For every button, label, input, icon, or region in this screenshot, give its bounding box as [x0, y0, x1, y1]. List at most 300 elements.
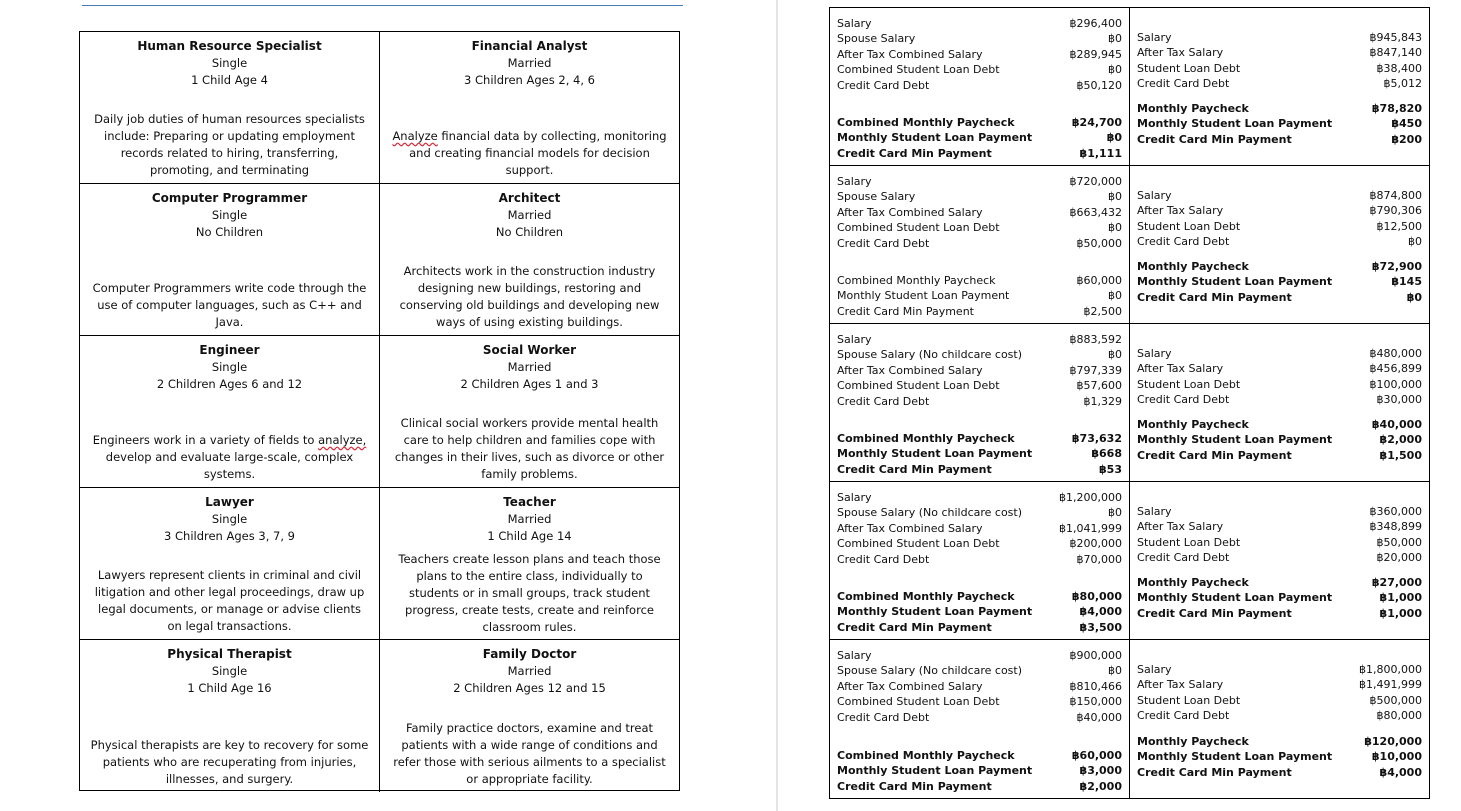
payment-row: [837, 288, 1122, 303]
job-header: [167, 646, 291, 697]
job-children: 2 Children Ages 12 and 15: [453, 681, 606, 695]
monthly-payments: [837, 273, 1122, 319]
payment-row: [1137, 749, 1422, 764]
payment-row: [1137, 290, 1422, 305]
payment-value: ฿668: [1091, 447, 1122, 461]
finance-value: ฿150,000: [1069, 695, 1122, 709]
payment-label: Combined Monthly Paycheck: [837, 115, 1015, 129]
finance-label: Combined Student Loan Debt: [837, 379, 1000, 393]
monthly-payments: [837, 589, 1122, 635]
job-header: [137, 38, 321, 89]
payment-row: [837, 620, 1122, 635]
payment-label: Credit Card Min Payment: [1137, 448, 1292, 462]
monthly-payments: [1137, 734, 1422, 780]
finance-summary: [1137, 662, 1422, 724]
finance-label: Credit Card Debt: [1137, 77, 1230, 91]
finance-value: ฿0: [1108, 348, 1122, 362]
finance-value: ฿480,000: [1369, 347, 1422, 360]
finance-value: ฿847,140: [1369, 46, 1422, 60]
finance-row: [837, 205, 1122, 220]
payment-label: Monthly Paycheck: [1137, 101, 1249, 115]
payment-label: Combined Monthly Paycheck: [837, 431, 1015, 445]
payment-label: Monthly Student Loan Payment: [837, 289, 1010, 303]
payment-row: [1137, 132, 1422, 147]
finance-value: ฿50,000: [1376, 535, 1422, 549]
monthly-payments: [1137, 101, 1422, 147]
finance-label: Combined Student Loan Debt: [837, 221, 1000, 235]
payment-value: ฿1,500: [1379, 448, 1422, 462]
finance-value: ฿30,000: [1376, 393, 1422, 407]
payment-row: [1137, 575, 1422, 590]
job-title: Financial Analyst: [471, 39, 588, 53]
finance-summary: [1137, 504, 1422, 566]
finance-label: Combined Student Loan Debt: [837, 695, 1000, 709]
payment-label: Monthly Student Loan Payment: [1137, 591, 1333, 605]
finance-label: Combined Student Loan Debt: [837, 63, 1000, 77]
finance-row: [1137, 361, 1422, 376]
job-title: Social Worker: [482, 343, 577, 357]
finance-row: [837, 31, 1122, 46]
finance-value: ฿720,000: [1069, 175, 1122, 188]
finance-row: [837, 347, 1122, 362]
finance-value: ฿797,339: [1069, 363, 1122, 377]
finance-value: ฿57,600: [1076, 379, 1122, 393]
finance-row: [1137, 61, 1422, 76]
finance-value: ฿0: [1408, 235, 1422, 249]
job-marital-status: Married: [507, 664, 552, 678]
payment-value: ฿78,820: [1371, 101, 1422, 115]
payment-label: Credit Card Min Payment: [1137, 606, 1292, 620]
payment-value: ฿53: [1099, 462, 1122, 476]
page-separator: [776, 0, 778, 811]
finance-label: Salary: [1137, 189, 1172, 202]
job-description: Analyze financial data by collecting, monitoring and creating financial models for decision support.: [392, 129, 667, 177]
finance-card: [1130, 640, 1429, 798]
finance-row: [1137, 45, 1422, 60]
finance-value: ฿100,000: [1369, 377, 1422, 391]
finance-value: ฿500,000: [1369, 693, 1422, 707]
job-header: [453, 646, 606, 697]
finance-value: ฿1,800,000: [1359, 663, 1422, 676]
finance-value: ฿5,012: [1383, 77, 1422, 91]
finance-value: ฿1,041,999: [1059, 521, 1122, 535]
job-children: 1 Child Age 14: [487, 529, 572, 543]
payment-row: [837, 304, 1122, 319]
finance-label: Spouse Salary (No childcare cost): [837, 348, 1023, 362]
job-children: 3 Children Ages 3, 7, 9: [164, 529, 295, 543]
finance-label: Spouse Salary (No childcare cost): [837, 664, 1023, 678]
payment-row: [1137, 116, 1422, 131]
payment-row: [1137, 606, 1422, 621]
finance-label: Student Loan Debt: [1137, 61, 1241, 75]
payment-value: ฿120,000: [1364, 734, 1422, 748]
finance-row: [837, 189, 1122, 204]
job-description: Clinical social workers provide mental health care to help children and families cope with changes in their lives, such as divorce or other family problems.: [394, 416, 665, 481]
finance-value: ฿0: [1108, 664, 1122, 678]
finance-row: [837, 174, 1122, 189]
job-children: 1 Child Age 4: [191, 73, 268, 87]
finance-value: ฿456,899: [1369, 362, 1422, 376]
finance-label: Credit Card Debt: [837, 710, 930, 724]
finance-label: After Tax Combined Salary: [837, 521, 983, 535]
finance-row: [1137, 203, 1422, 218]
header-rule: [82, 5, 683, 6]
finance-value: ฿1,491,999: [1359, 678, 1422, 692]
payment-row: [837, 604, 1122, 619]
finance-label: Salary: [837, 175, 872, 188]
finance-value: ฿0: [1108, 221, 1122, 235]
payment-label: Monthly Student Loan Payment: [1137, 750, 1333, 764]
payment-row: [837, 446, 1122, 461]
finance-value: ฿0: [1108, 32, 1122, 46]
payment-value: ฿3,000: [1079, 764, 1122, 778]
finance-label: After Tax Salary: [1137, 520, 1224, 534]
finance-row: [1137, 377, 1422, 392]
job-card: [80, 640, 380, 792]
finance-value: ฿40,000: [1076, 710, 1122, 724]
payment-value: ฿24,700: [1071, 115, 1122, 129]
job-header: [157, 342, 302, 393]
finance-value: ฿0: [1108, 506, 1122, 520]
finance-label: Student Loan Debt: [1137, 377, 1241, 391]
job-children: 1 Child Age 16: [187, 681, 272, 695]
finance-label: Credit Card Debt: [837, 552, 930, 566]
job-card: [380, 488, 679, 640]
finance-row: [1137, 519, 1422, 534]
payment-row: [1137, 734, 1422, 749]
payment-row: [837, 273, 1122, 288]
finance-label: Credit Card Debt: [1137, 709, 1230, 723]
finance-row: [837, 552, 1122, 567]
finance-row: [837, 62, 1122, 77]
job-title: Family Doctor: [482, 647, 577, 661]
finance-value: ฿20,000: [1376, 551, 1422, 565]
payment-label: Monthly Student Loan Payment: [837, 131, 1033, 145]
finance-row: [837, 78, 1122, 93]
finance-row: [1137, 76, 1422, 91]
finance-value: ฿874,800: [1369, 189, 1422, 202]
payment-value: ฿2,000: [1079, 779, 1122, 793]
finance-label: After Tax Combined Salary: [837, 363, 983, 377]
payment-value: ฿1,000: [1379, 591, 1422, 605]
finance-value: ฿348,899: [1369, 520, 1422, 534]
finance-value: ฿80,000: [1376, 709, 1422, 723]
finance-row: [837, 332, 1122, 347]
job-header: [461, 342, 599, 393]
finance-value: ฿1,200,000: [1059, 491, 1122, 504]
finance-row: [837, 694, 1122, 709]
payment-value: ฿3,500: [1079, 620, 1122, 634]
payment-label: Credit Card Min Payment: [837, 304, 974, 318]
finance-value: ฿70,000: [1076, 552, 1122, 566]
finance-row: [837, 394, 1122, 409]
finance-label: Student Loan Debt: [1137, 219, 1241, 233]
job-marital-status: Single: [211, 512, 248, 526]
payment-row: [1137, 432, 1422, 447]
job-header: [464, 38, 595, 89]
payment-value: ฿27,000: [1371, 575, 1422, 589]
finance-row: [837, 490, 1122, 505]
finance-row: [837, 521, 1122, 536]
finance-row: [837, 679, 1122, 694]
job-card: [80, 32, 380, 184]
monthly-payments: [837, 431, 1122, 477]
payment-label: Credit Card Min Payment: [1137, 132, 1292, 146]
payment-value: ฿0: [1108, 289, 1122, 303]
finance-summary: [837, 174, 1122, 251]
job-title: Physical Therapist: [167, 647, 292, 661]
payment-value: ฿2,000: [1379, 433, 1422, 447]
job-marital-status: Single: [211, 56, 248, 70]
job-title: Teacher: [503, 495, 556, 509]
payment-value: ฿72,900: [1371, 259, 1422, 273]
finance-card: [830, 8, 1130, 166]
job-description: Physical therapists are key to recovery for some patients who are recuperating from injuries, illnesses, and surgery.: [90, 738, 369, 786]
finance-row: [1137, 392, 1422, 407]
job-description: Engineers work in a variety of fields to analyze, develop and evaluate large-scale, complex systems.: [92, 433, 367, 481]
payment-label: Monthly Student Loan Payment: [1137, 117, 1333, 131]
payment-row: [837, 748, 1122, 763]
finance-label: After Tax Combined Salary: [837, 205, 983, 219]
payment-value: ฿0: [1106, 131, 1122, 145]
finance-summary: [837, 16, 1122, 93]
payment-label: Credit Card Min Payment: [837, 462, 992, 476]
finance-label: Salary: [837, 649, 872, 662]
payment-value: ฿1,000: [1379, 606, 1422, 620]
finance-row: [837, 505, 1122, 520]
job-description: Teachers create lesson plans and teach those plans to the entire class, individually to students or in small groups, track student progress, create tests, create and reinforce classroom rules.: [398, 552, 661, 634]
job-marital-status: Married: [507, 512, 552, 526]
job-card: [80, 336, 380, 488]
finance-label: After Tax Combined Salary: [837, 47, 983, 61]
finance-label: Spouse Salary: [837, 32, 916, 46]
finance-value: ฿360,000: [1369, 505, 1422, 518]
monthly-payments: [1137, 575, 1422, 621]
payment-value: ฿450: [1391, 117, 1422, 131]
payment-row: [1137, 417, 1422, 432]
finance-label: Credit Card Debt: [1137, 393, 1230, 407]
job-header: [496, 190, 563, 241]
finance-card: [830, 166, 1130, 324]
payment-label: Credit Card Min Payment: [1137, 290, 1292, 304]
finance-card: [1130, 166, 1429, 324]
finance-value: ฿296,400: [1069, 17, 1122, 30]
finance-row: [1137, 504, 1422, 519]
job-title: Architect: [498, 191, 561, 205]
finance-label: Combined Student Loan Debt: [837, 537, 1000, 551]
job-header: [487, 494, 571, 545]
finance-label: Salary: [1137, 505, 1172, 518]
finance-value: ฿12,500: [1376, 219, 1422, 233]
payment-label: Credit Card Min Payment: [1137, 765, 1292, 779]
payment-label: Combined Monthly Paycheck: [837, 273, 996, 287]
payment-row: [837, 779, 1122, 794]
finance-label: Credit Card Debt: [837, 236, 930, 250]
finance-value: ฿663,432: [1069, 205, 1122, 219]
payment-value: ฿0: [1406, 290, 1422, 304]
payment-value: ฿1,111: [1079, 146, 1122, 160]
finance-value: ฿790,306: [1369, 204, 1422, 218]
finance-row: [1137, 535, 1422, 550]
job-children: 3 Children Ages 2, 4, 6: [464, 73, 595, 87]
payment-row: [837, 431, 1122, 446]
job-cards-table: [79, 31, 680, 791]
finance-value: ฿50,120: [1076, 78, 1122, 92]
finance-value: ฿289,945: [1069, 47, 1122, 61]
job-description: Daily job duties of human resources specialists include: Preparing or updating employment records related to hiring, transferring, promoting, and terminating: [94, 112, 365, 177]
finance-summary: [837, 332, 1122, 409]
finance-label: Spouse Salary (No childcare cost): [837, 506, 1023, 520]
finance-label: Salary: [837, 333, 872, 346]
payment-value: ฿2,500: [1083, 304, 1122, 318]
job-description: Computer Programmers write code through the use of computer languages, such as C++ and Java.: [92, 281, 367, 329]
finance-card: [830, 482, 1130, 640]
payment-label: Combined Monthly Paycheck: [837, 589, 1015, 603]
finance-cards-table: [829, 7, 1430, 799]
finance-row: [1137, 662, 1422, 677]
finance-row: [1137, 30, 1422, 45]
job-card: [80, 488, 380, 640]
payment-label: Monthly Student Loan Payment: [837, 605, 1033, 619]
finance-row: [1137, 708, 1422, 723]
job-children: 2 Children Ages 1 and 3: [460, 377, 599, 391]
finance-label: Credit Card Debt: [1137, 551, 1230, 565]
finance-summary: [1137, 30, 1422, 92]
job-marital-status: Married: [507, 56, 552, 70]
job-card: [80, 184, 380, 336]
finance-value: ฿883,592: [1069, 333, 1122, 346]
finance-row: [1137, 219, 1422, 234]
payment-value: ฿145: [1391, 275, 1422, 289]
payment-value: ฿73,632: [1071, 431, 1122, 445]
finance-card: [1130, 482, 1429, 640]
payment-label: Monthly Paycheck: [1137, 575, 1249, 589]
job-marital-status: Single: [211, 208, 248, 222]
payment-label: Credit Card Min Payment: [837, 146, 992, 160]
monthly-payments: [1137, 417, 1422, 463]
finance-row: [1137, 346, 1422, 361]
finance-row: [1137, 677, 1422, 692]
finance-row: [1137, 550, 1422, 565]
job-header: [152, 190, 307, 241]
monthly-payments: [837, 115, 1122, 161]
payment-row: [1137, 274, 1422, 289]
payment-value: ฿40,000: [1371, 417, 1422, 431]
finance-row: [837, 220, 1122, 235]
finance-label: Credit Card Debt: [837, 78, 930, 92]
finance-row: [837, 47, 1122, 62]
payment-row: [837, 146, 1122, 161]
monthly-payments: [837, 748, 1122, 794]
payment-row: [1137, 765, 1422, 780]
job-title: Human Resource Specialist: [137, 39, 322, 53]
finance-value: ฿1,329: [1083, 394, 1122, 408]
finance-value: ฿945,843: [1369, 31, 1422, 44]
payment-row: [1137, 590, 1422, 605]
finance-summary: [837, 648, 1122, 725]
payment-value: ฿60,000: [1076, 273, 1122, 287]
finance-label: Salary: [1137, 31, 1172, 44]
payment-row: [1137, 259, 1422, 274]
finance-label: Student Loan Debt: [1137, 693, 1241, 707]
finance-value: ฿0: [1108, 63, 1122, 77]
job-title: Lawyer: [205, 495, 254, 509]
finance-card: [1130, 324, 1429, 482]
monthly-payments: [1137, 259, 1422, 305]
finance-label: Student Loan Debt: [1137, 535, 1241, 549]
job-description: Architects work in the construction industry designing new buildings, restoring and conserving old buildings and developing new ways of using existing buildings.: [399, 264, 660, 329]
finance-label: Credit Card Debt: [1137, 235, 1230, 249]
finance-label: Credit Card Debt: [837, 394, 930, 408]
finance-label: After Tax Salary: [1137, 46, 1224, 60]
finance-label: Salary: [1137, 663, 1172, 676]
finance-summary: [1137, 188, 1422, 250]
finance-row: [1137, 234, 1422, 249]
finance-value: ฿900,000: [1069, 649, 1122, 662]
finance-row: [837, 16, 1122, 31]
job-marital-status: Single: [211, 360, 248, 374]
job-description: Family practice doctors, examine and treat patients with a wide range of conditions and refer those with serious ailments to a specialist or appropriate facility.: [393, 721, 666, 786]
job-title: Computer Programmer: [151, 191, 308, 205]
job-card: [380, 640, 679, 792]
finance-row: [1137, 188, 1422, 203]
payment-label: Monthly Student Loan Payment: [837, 447, 1033, 461]
finance-label: Spouse Salary: [837, 190, 916, 204]
payment-row: [837, 589, 1122, 604]
payment-label: Credit Card Min Payment: [837, 779, 992, 793]
finance-label: After Tax Salary: [1137, 362, 1224, 376]
finance-label: After Tax Salary: [1137, 678, 1224, 692]
payment-label: Monthly Student Loan Payment: [1137, 275, 1333, 289]
job-title: Engineer: [199, 343, 260, 357]
payment-value: ฿200: [1391, 132, 1422, 146]
finance-row: [837, 648, 1122, 663]
payment-value: ฿4,000: [1379, 765, 1422, 779]
payment-label: Monthly Paycheck: [1137, 417, 1249, 431]
payment-row: [1137, 448, 1422, 463]
job-description: Lawyers represent clients in criminal and civil litigation and other legal proceedings, draw up legal documents, or manage or advise clients on legal transactions.: [94, 568, 365, 633]
job-card: [380, 32, 679, 184]
payment-value: ฿4,000: [1079, 605, 1122, 619]
job-children: No Children: [195, 225, 264, 239]
payment-row: [1137, 101, 1422, 116]
job-marital-status: Single: [211, 664, 248, 678]
payment-label: Credit Card Min Payment: [837, 620, 992, 634]
finance-card: [1130, 8, 1429, 166]
finance-value: ฿200,000: [1069, 537, 1122, 551]
finance-summary: [837, 490, 1122, 567]
finance-summary: [1137, 346, 1422, 408]
payment-label: Monthly Student Loan Payment: [1137, 433, 1333, 447]
job-card: [380, 184, 679, 336]
finance-label: Salary: [837, 17, 872, 30]
payment-value: ฿10,000: [1371, 750, 1422, 764]
finance-label: Salary: [837, 491, 872, 504]
finance-value: ฿0: [1108, 190, 1122, 204]
finance-label: Salary: [1137, 347, 1172, 360]
payment-value: ฿60,000: [1071, 748, 1122, 762]
finance-value: ฿38,400: [1376, 61, 1422, 75]
job-card: [380, 336, 679, 488]
job-header: [164, 494, 295, 545]
finance-row: [837, 710, 1122, 725]
finance-label: After Tax Salary: [1137, 204, 1224, 218]
finance-row: [837, 378, 1122, 393]
payment-row: [837, 462, 1122, 477]
finance-row: [837, 536, 1122, 551]
finance-row: [837, 236, 1122, 251]
payment-label: Monthly Paycheck: [1137, 259, 1249, 273]
